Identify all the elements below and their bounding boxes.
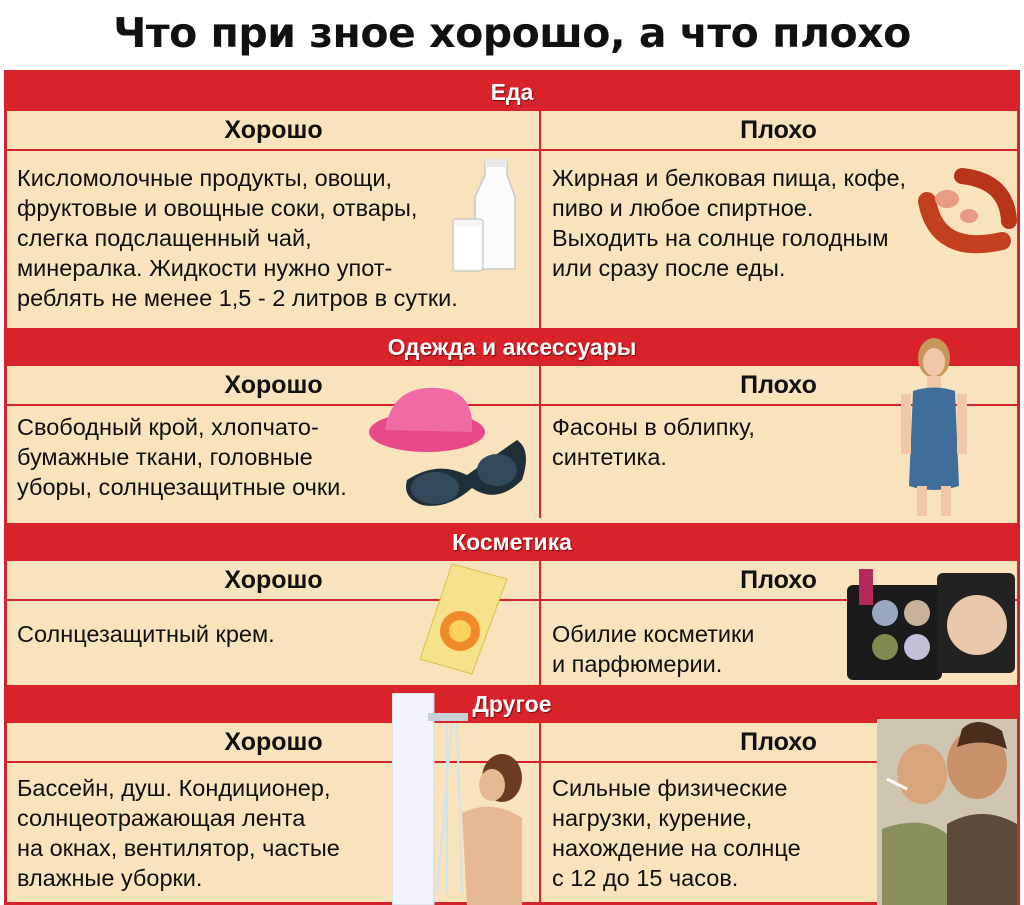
section-header-cosmetics: Косметика	[7, 523, 1017, 561]
smoking-men-illustration	[877, 719, 1017, 905]
sun-hat-sunglasses-illustration	[367, 380, 537, 518]
cosmetics-good-text: Солнцезащитный крем.	[17, 621, 275, 647]
shower-woman-illustration	[392, 693, 532, 905]
clothing-good-text: Свободный крой, хлопчато- бумажные ткани, головные уборы, солнцезащитные очки.	[17, 414, 347, 500]
food-bad-text: Жирная и белковая пища, кофе, пиво и любое спиртное. Выходить на солнце голодным или сразу после еды.	[552, 165, 907, 281]
good-label: Хорошо	[224, 727, 323, 756]
good-label: Хорошо	[224, 565, 323, 594]
bad-label: Плохо	[740, 565, 817, 594]
section-header-clothing: Одежда и аксессуары	[7, 328, 1017, 366]
bad-label: Плохо	[740, 727, 817, 756]
good-label: Хорошо	[224, 115, 323, 144]
content-row-cosmetics	[7, 601, 1017, 685]
makeup-palette-illustration	[837, 565, 1017, 687]
content-row-other	[7, 763, 1017, 905]
other-good-text: Бассейн, душ. Кондиционер, солнцеотражающая лента на окнах, вентилятор, частые влажные уборки.	[17, 775, 340, 891]
content-row-food	[7, 151, 1017, 328]
sausage-illustration	[917, 161, 1017, 261]
other-bad-text: Сильные физические нагрузки, курение, нахождение на солнце с 12 до 15 часов.	[552, 775, 801, 891]
page-title: Что при зное хорошо, а что плохо	[113, 9, 911, 57]
bad-label: Плохо	[740, 370, 817, 399]
food-good-text: Кисломолочные продукты, овощи, фруктовые и овощные соки, отвары, слегка подслащенный чай, минералка. Жидкости нужно упот- реблять не менее 1,5 - 2 литров в сутки.	[17, 165, 458, 311]
bad-label: Плохо	[740, 115, 817, 144]
milk-bottle-illustration	[447, 157, 527, 275]
section-header-other: Другое	[7, 685, 1017, 723]
woman-in-dress-illustration	[887, 336, 977, 518]
content-row-clothing	[7, 406, 1017, 518]
cosmetics-bad-text: Обилие косметики и парфюмерии.	[552, 621, 755, 677]
good-label: Хорошо	[224, 370, 323, 399]
comparison-table	[4, 70, 1020, 905]
section-header-food: Еда	[7, 73, 1017, 111]
subheader-row-food	[7, 111, 1017, 151]
sunscreen-tube-illustration	[412, 559, 512, 679]
clothing-bad-text: Фасоны в облипку, синтетика.	[552, 414, 755, 470]
